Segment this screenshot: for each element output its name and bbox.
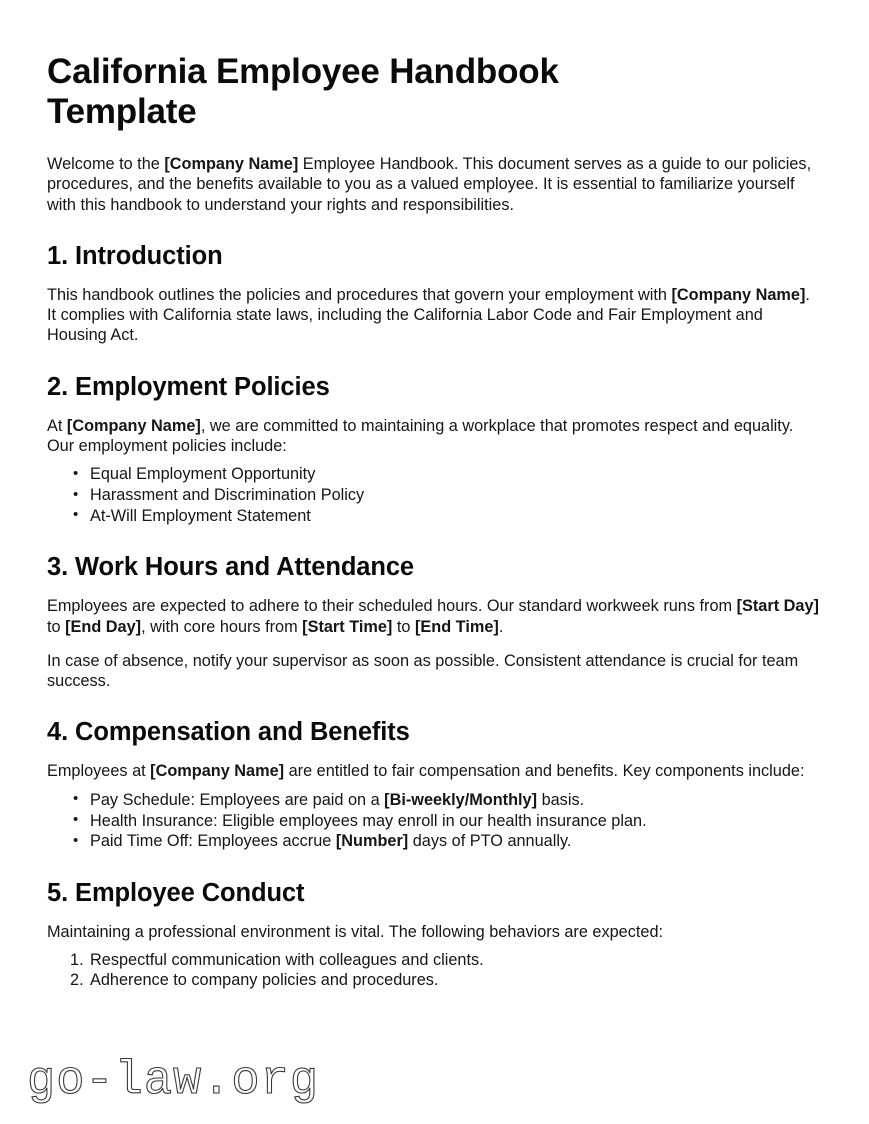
section-3-text-2: to bbox=[47, 617, 66, 636]
section-3-text-4: to bbox=[392, 617, 415, 636]
section-heading-employee-conduct: 5. Employee Conduct bbox=[47, 878, 305, 907]
company-name-placeholder: [Company Name] bbox=[671, 285, 806, 304]
intro-paragraph bbox=[47, 154, 819, 215]
list-item: Respectful communication with colleagues and clients. bbox=[90, 950, 484, 969]
section-1-text-after: . It complies with California state laws, including the California Labor Code and Fair Employment and Housing Act. bbox=[47, 285, 810, 345]
list-item: • Harassment and Discrimination Policy bbox=[90, 485, 819, 505]
start-time-placeholder: [Start Time] bbox=[302, 617, 393, 636]
company-name-placeholder: [Company Name] bbox=[66, 416, 201, 435]
company-name-placeholder: [Company Name] bbox=[164, 155, 299, 173]
section-heading-introduction: 1. Introduction bbox=[47, 241, 223, 270]
section-2-text-before: At bbox=[47, 416, 67, 435]
page-title: California Employee Handbook Template bbox=[47, 52, 559, 131]
end-day-placeholder: [End Day] bbox=[65, 617, 142, 636]
list-item: • At-Will Employment Statement bbox=[90, 506, 819, 526]
intro-text-before: Welcome to the bbox=[47, 155, 165, 173]
section-4-text-before: Employees at bbox=[47, 762, 151, 781]
section-heading-compensation: 4. Compensation and Benefits bbox=[47, 718, 410, 747]
end-time-placeholder: [End Time] bbox=[414, 617, 499, 636]
section-1-paragraph bbox=[47, 285, 819, 346]
intro-text-after: Employee Handbook. This document serves as a guide to our policies, procedures, and the benefits available to you as a valued employee. It is essential to familiarize yourself with this handbook to understand your rights and responsibilities. bbox=[47, 155, 812, 214]
section-3-paragraph-1 bbox=[47, 596, 819, 637]
pay-schedule-placeholder: [Bi-weekly/Monthly] bbox=[384, 790, 538, 809]
section-4-text-after: are entitled to fair compensation and benefits. Key components include: bbox=[284, 762, 805, 781]
employee-conduct-list bbox=[47, 950, 819, 991]
section-3-paragraph-2: In case of absence, notify your supervisor as soon as possible. Consistent attendance is crucial for team success. bbox=[47, 651, 799, 691]
list-item: Adherence to company policies and procedures. bbox=[90, 971, 439, 990]
pto-number-placeholder: [Number] bbox=[335, 832, 409, 851]
list-item-text-after: days of PTO annually. bbox=[408, 832, 572, 851]
section-3-text-5: . bbox=[498, 617, 504, 636]
list-item-text-before: Pay Schedule: Employees are paid on a bbox=[90, 790, 385, 809]
list-item-text-after: basis. bbox=[537, 790, 585, 809]
list-item bbox=[90, 790, 819, 810]
compensation-benefits-list bbox=[47, 790, 819, 852]
employment-policies-list bbox=[47, 464, 819, 526]
list-item-text-before: Paid Time Off: Employees accrue bbox=[90, 832, 336, 851]
start-day-placeholder: [Start Day] bbox=[736, 597, 819, 616]
company-name-placeholder: [Company Name] bbox=[150, 762, 285, 781]
watermark: go-law.org bbox=[27, 1055, 320, 1108]
section-2-paragraph bbox=[47, 416, 819, 457]
list-item-text-before: Health Insurance: Eligible employees may enroll in our health insurance plan. bbox=[90, 811, 647, 830]
section-3-text-3: , with core hours from bbox=[141, 617, 303, 636]
list-item: • Equal Employment Opportunity bbox=[90, 464, 819, 484]
section-4-paragraph bbox=[47, 761, 819, 781]
section-2-text-after: , we are committed to maintaining a workplace that promotes respect and equality. Our employment policies include: bbox=[47, 416, 794, 456]
list-item bbox=[90, 831, 819, 851]
section-heading-employment-policies: 2. Employment Policies bbox=[47, 372, 330, 401]
document-body bbox=[47, 52, 819, 991]
section-heading-work-hours: 3. Work Hours and Attendance bbox=[47, 553, 415, 582]
section-5-paragraph: Maintaining a professional environment is vital. The following behaviors are expected: bbox=[47, 922, 664, 941]
section-1-text-before: This handbook outlines the policies and procedures that govern your employment with bbox=[47, 285, 672, 304]
section-3-text-1: Employees are expected to adhere to their scheduled hours. Our standard workweek runs from bbox=[47, 597, 737, 616]
list-item bbox=[90, 811, 819, 831]
